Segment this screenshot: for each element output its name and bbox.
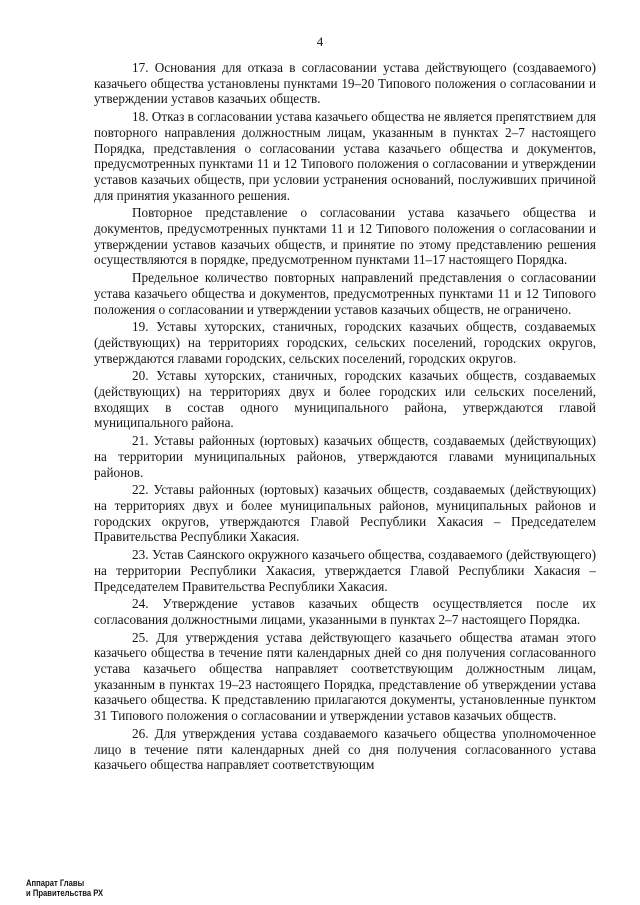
paragraph-24: 24. Утверждение уставов казачьих обществ осуществляется после их согласования должностными лицами, указанными в пунктах 2–7 настоящего Порядка. (94, 596, 596, 627)
stamp-line-2: и Правительства РХ (26, 888, 104, 898)
paragraph-17: 17. Основания для отказа в согласовании устава действующего (создаваемого) казачьего общества установлены пунктами 19–20 Типового положения о согласовании и утверждении уставов казачьих обществ. (94, 60, 596, 107)
paragraph-25: 25. Для утверждения устава действующего казачьего общества атаман этого казачьего общества в течение пяти календарных дней со дня получения согласованного устава казачьего общества направляет соответствующим должностным лицам, указанным в пунктах 19–23 настоящего Порядка, представление об утверждении устава казачьего общества. К представлению прилагаются документы, установленные пунктом 31 Типового положения о согласовании и утверждении уставов казачьих обществ. (94, 629, 596, 724)
paragraph-21: 21. Уставы районных (юртовых) казачьих обществ, создаваемых (действующих) на территории муниципальных районов, утверждаются главами муниципальных районов. (94, 433, 596, 480)
paragraph-18-repeat-submission: Повторное представление о согласовании устава казачьего общества и документов, предусмотренных пунктами 11 и 12 Типового положения о согласовании и утверждении уставов казачьих обществ, и принятие по этому представлению решения осуществляются в порядке, предусмотренном пунктами 11–17 настоящего Порядка. (94, 205, 596, 268)
paragraph-22: 22. Уставы районных (юртовых) казачьих обществ, создаваемых (действующих) на территориях двух и более муниципальных районов, муниципальных районов и городских округов, утверждаются Главой Республики Хакасия – Председателем Правительства Республики Хакасия. (94, 482, 596, 545)
page-number: 4 (316, 34, 324, 49)
paragraph-23: 23. Устав Саянского окружного казачьего общества, создаваемого (действующего) на территории Республики Хакасия, утверждается Главой Республики Хакасия – Председателем Правительства Республики Хакасия. (94, 547, 596, 594)
document-body (94, 60, 596, 775)
paragraph-19: 19. Уставы хуторских, станичных, городских казачьих обществ, создаваемых (действующих) на территориях городских, сельских поселений, городских округов, утверждаются главами городских, сельских поселений, городских округов. (94, 319, 596, 366)
paragraph-18-submission-limit: Предельное количество повторных направлений представления о согласовании устава казачьего общества и документов, предусмотренных пунктами 11 и 12 Типового положения о согласовании и утверждении уставов казачьих обществ, не ограничено. (94, 270, 596, 317)
paragraph-26: 26. Для утверждения устава создаваемого казачьего общества уполномоченное лицо в течение пяти календарных дней со дня получения согласованного устава казачьего общества направляет соответствующим (94, 725, 596, 773)
office-stamp (26, 878, 103, 898)
paragraph-20: 20. Уставы хуторских, станичных, городских казачьих обществ, создаваемых (действующих) на территориях двух и более городских или сельских поселений, входящих в состав одного муниципального района, утверждаются главой муниципального района. (94, 368, 596, 431)
stamp-line-1: Аппарат Главы (26, 878, 85, 888)
paragraph-18: 18. Отказ в согласовании устава казачьего общества не является препятствием для повторного направления должностным лицам, указанным в пунктах 2–7 настоящего Порядка, представления о согласовании устава казачьего общества и документов, предусмотренных пунктами 11 и 12 Типового положения о согласовании и утверждении уставов казачьих обществ, при условии устранения оснований, послуживших причиной для принятия указанного решения. (94, 109, 596, 203)
